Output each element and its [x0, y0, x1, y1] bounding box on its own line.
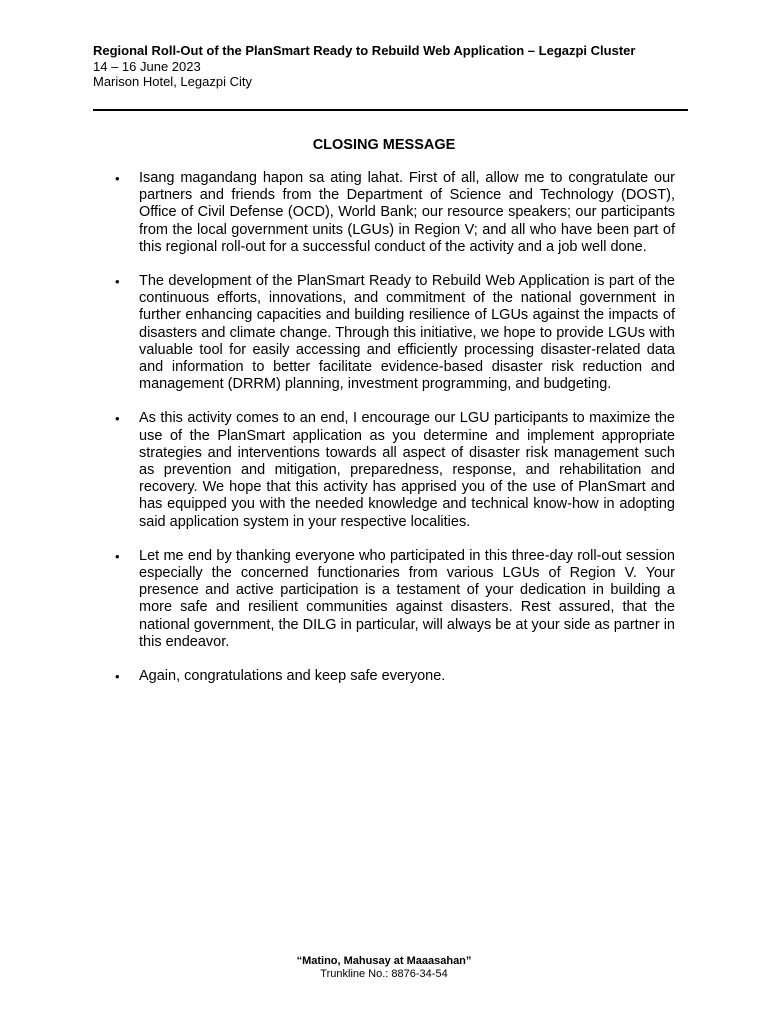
bullet-icon: •	[115, 411, 120, 427]
header-divider	[93, 109, 688, 111]
document-footer	[0, 955, 768, 981]
paragraph-text: Again, congratulations and keep safe everyone.	[139, 668, 446, 685]
paragraph-text: The development of the PlanSmart Ready to Rebuild Web Application is part of the continuous efforts, innovations, and commitment of the national government in further enhancing capacities and building resilience of LGUs against the impacts of disasters and climate change. Through this initiative, we hope to provide LGUs with valuable tool for easily accessing and efficiently processing disaster-related data and information to better facilitate evidence-based disaster risk reduction and management (DRRM) planning, investment programming, and budgeting.	[139, 273, 675, 393]
event-venue: Marison Hotel, Legazpi City	[93, 74, 252, 89]
paragraph-item	[115, 668, 675, 685]
paragraph-item	[115, 170, 675, 256]
paragraph-item	[115, 410, 675, 530]
paragraph-text: Isang magandang hapon sa ating lahat. First of all, allow me to congratulate our partners and friends from the Department of Science and Technology (DOST), Office of Civil Defense (OCD), World Bank; our resource speakers; our participants from the local government units (LGUs) in Region V; and all who have been part of this regional roll-out for a successful conduct of the activity and a job well done.	[139, 170, 675, 255]
document-header	[93, 43, 674, 90]
event-title: Regional Roll-Out of the PlanSmart Ready to Rebuild Web Application – Legazpi Cluster	[93, 43, 636, 58]
footer-motto: “Matino, Mahusay at Maaasahan”	[296, 955, 472, 967]
bullet-icon: •	[115, 548, 120, 564]
bullet-icon: •	[115, 171, 120, 186]
paragraph-item	[115, 548, 675, 651]
page-title: CLOSING MESSAGE	[312, 137, 456, 153]
message-body	[115, 170, 675, 702]
paragraph-item	[115, 273, 675, 393]
paragraph-text: Let me end by thanking everyone who participated in this three-day roll-out session especially the concerned functionaries from various LGUs of Region V. Your presence and active participation is a testament of your dedication in building a more safe and resilient communities against disasters. Rest assured, that the national government, the DILG in particular, will always be at your side as partner in this endeavor.	[139, 547, 675, 650]
event-date: 14 – 16 June 2023	[93, 58, 201, 74]
bullet-icon: •	[115, 274, 120, 290]
bullet-icon: •	[115, 669, 120, 685]
footer-trunkline: Trunkline No.: 8876-34-54	[320, 968, 448, 980]
paragraph-text: As this activity comes to an end, I encourage our LGU participants to maximize the use of the PlanSmart application as you determine and implement appropriate strategies and interventions towards all aspect of disaster risk management such as prevention and mitigation, preparedness, response, and rehabilitation and recovery. We hope that this activity has apprised you of the use of PlanSmart and has equipped you with the needed knowledge and technical know-how in adopting said application system in your respective localities.	[139, 410, 675, 530]
